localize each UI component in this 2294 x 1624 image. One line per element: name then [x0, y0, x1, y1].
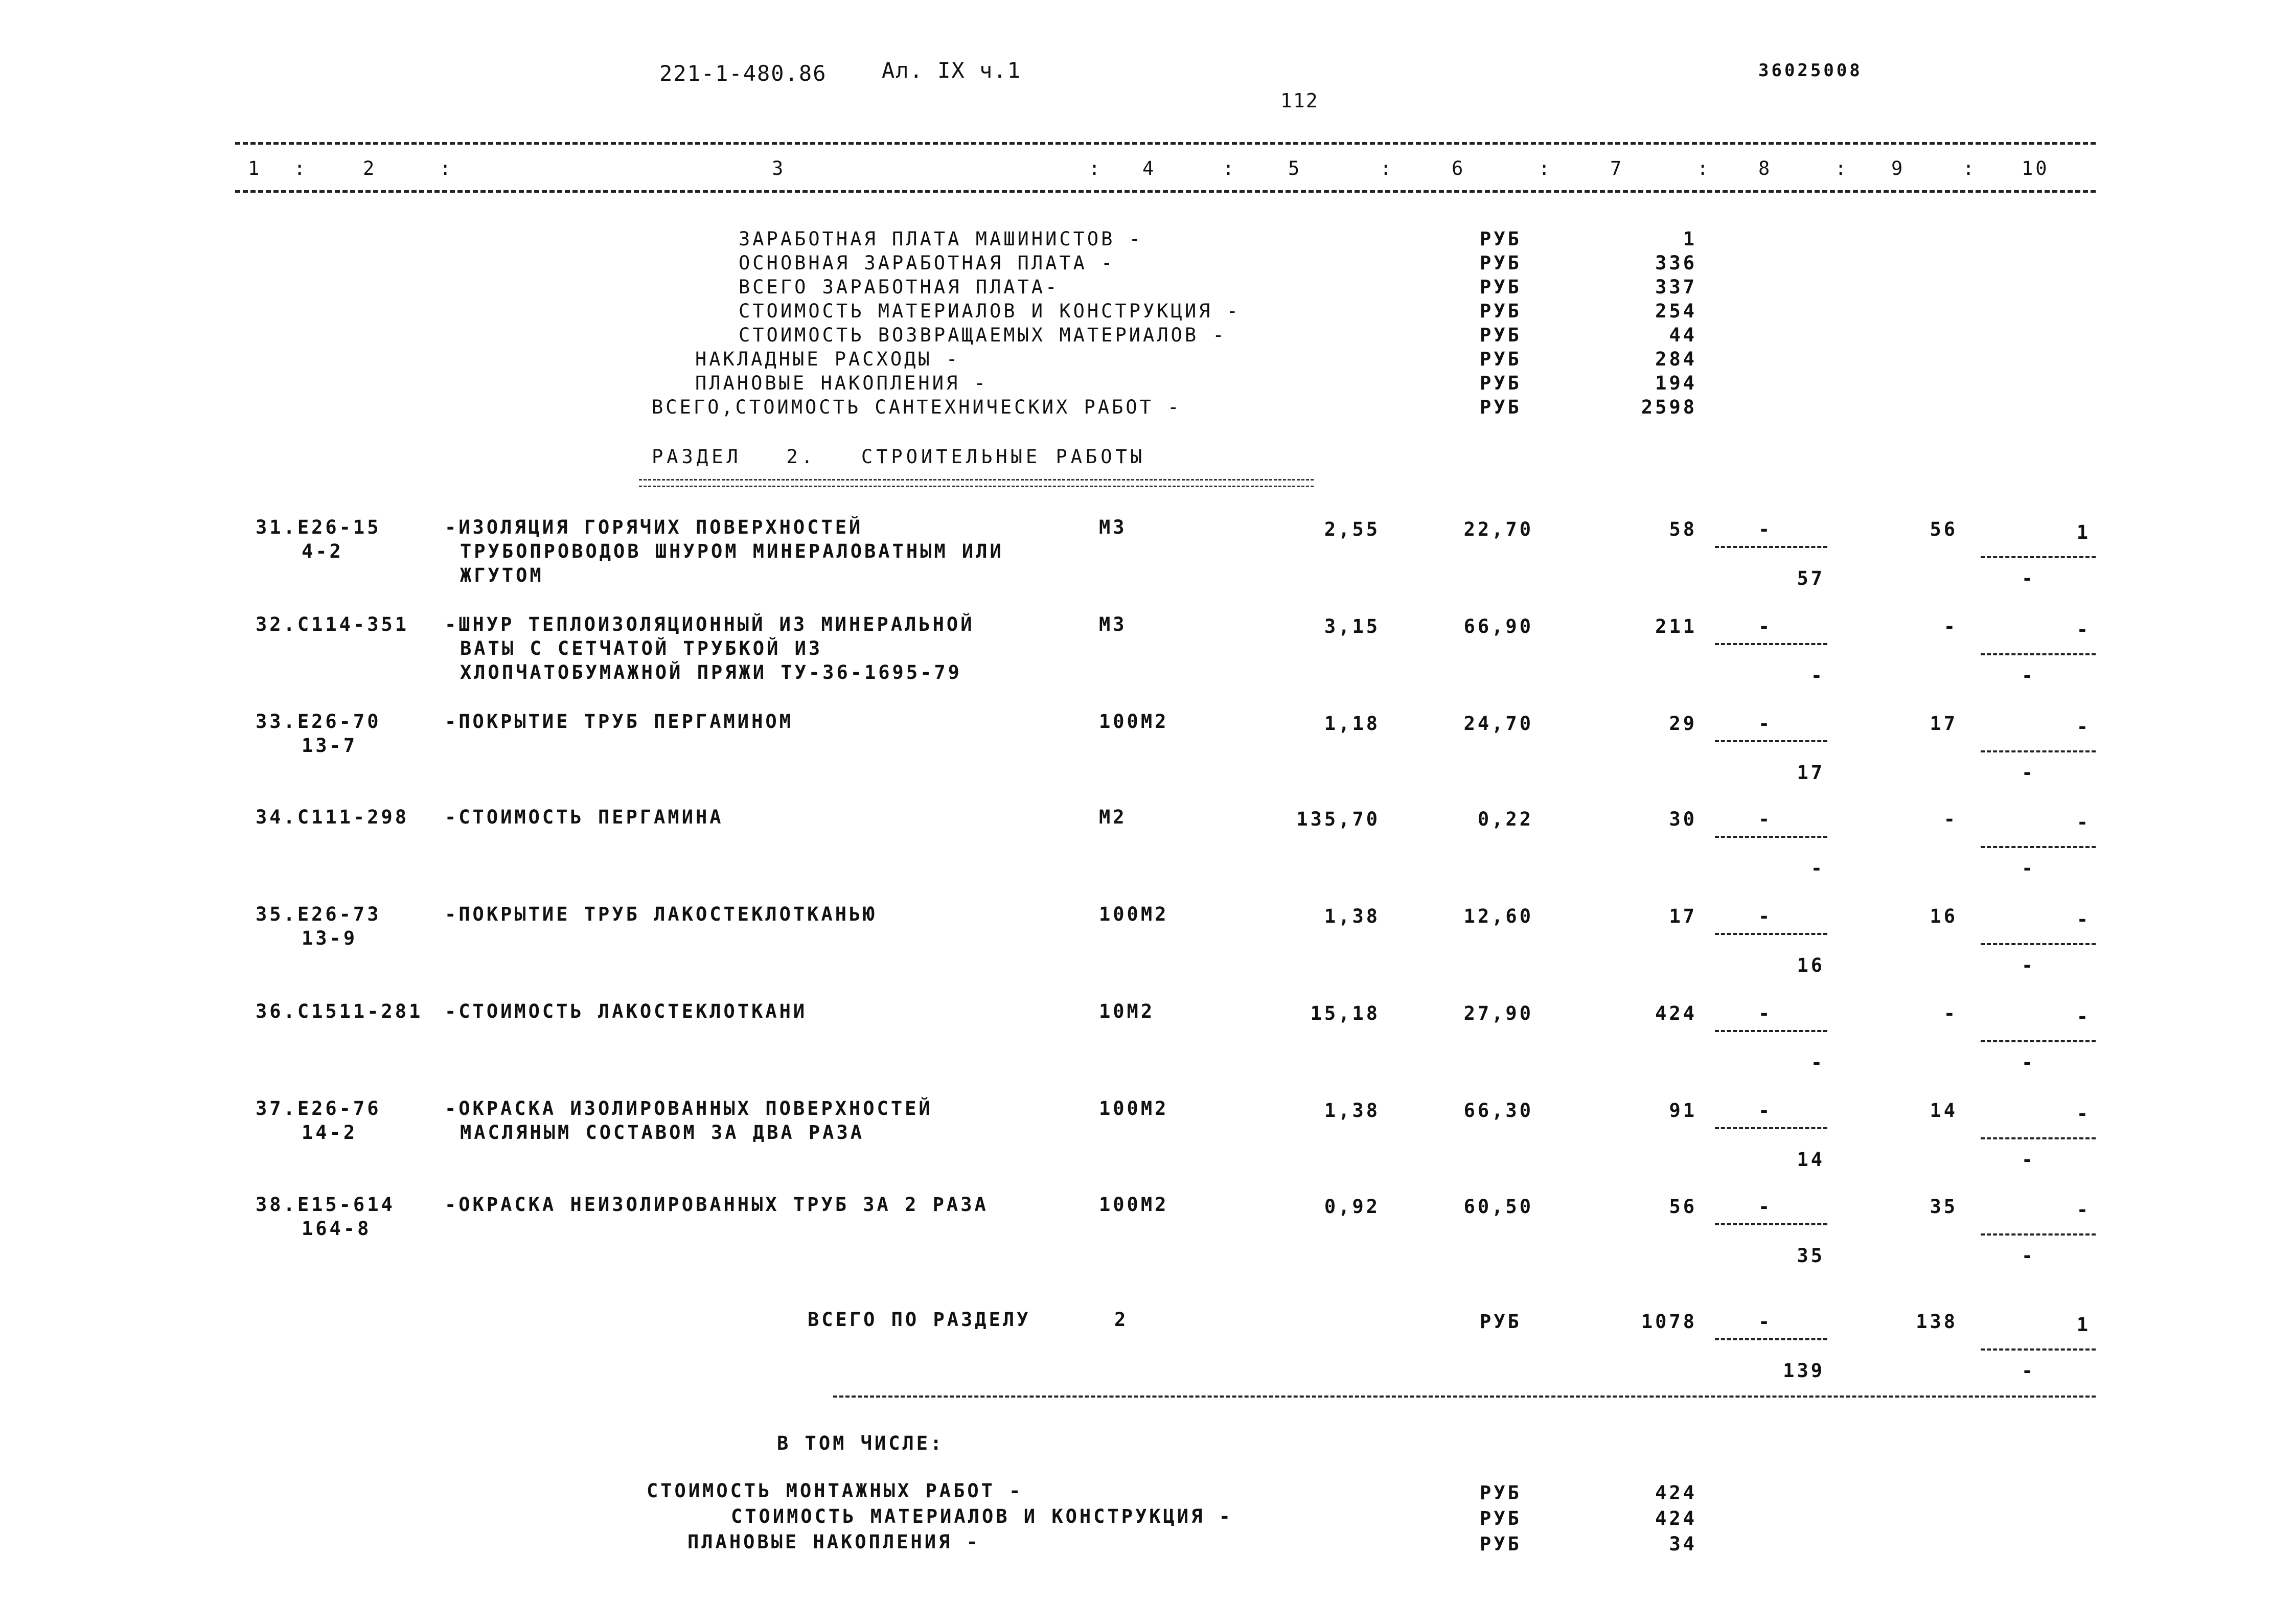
- col8-denominator: -: [1810, 857, 1825, 879]
- row-unit-price: 60,50: [1463, 1196, 1533, 1218]
- including-label-item: СТОИМОСТЬ МОНТАЖНЫХ РАБОТ -: [647, 1480, 1023, 1502]
- row-quantity: 0,92: [1324, 1196, 1380, 1218]
- row-unit-price: 27,90: [1463, 1002, 1533, 1024]
- col10-fraction-bar: [1981, 1137, 2096, 1139]
- summary-label: ЗАРАБОТНАЯ ПЛАТА МАШИНИСТОВ -: [739, 228, 1143, 250]
- col10-denominator: -: [2022, 857, 2036, 879]
- section-total-label: ВСЕГО ПО РАЗДЕЛУ: [808, 1309, 1031, 1331]
- col8-fraction-bar: [1715, 933, 1827, 935]
- col10-denominator: -: [2022, 954, 2036, 976]
- col10-denominator: -: [2022, 1360, 2036, 1382]
- row-description: -ОКРАСКА ИЗОЛИРОВАННЫХ ПОВЕРХНОСТЕЙ: [445, 1097, 933, 1119]
- col10-fraction-bar: [1981, 943, 2096, 945]
- row-description: ВАТЫ С СЕТЧАТОЙ ТРУБКОЙ ИЗ: [460, 637, 823, 659]
- col10-denominator: -: [2022, 1051, 2036, 1073]
- row-unit-price: 24,70: [1463, 713, 1533, 735]
- summary-value: 254: [1655, 300, 1697, 322]
- row-unit-price: 12,60: [1463, 905, 1533, 927]
- col10-numerator: -: [2076, 811, 2091, 833]
- row-subcode: 4-2: [302, 540, 343, 562]
- summary-label: ПЛАНОВЫЕ НАКОПЛЕНИЯ -: [695, 372, 988, 394]
- col10-numerator: -: [2076, 1103, 2091, 1125]
- including-value: 424: [1655, 1482, 1697, 1504]
- including-label: В ТОМ ЧИСЛЕ:: [777, 1432, 945, 1454]
- col9-value: -: [1943, 615, 1958, 637]
- row-unit-price: 22,70: [1463, 518, 1533, 540]
- column-separator: :: [294, 157, 308, 179]
- col8-numerator: -: [1758, 1311, 1773, 1333]
- col8-fraction-bar: [1715, 546, 1827, 548]
- column-number: 10: [2022, 157, 2050, 179]
- summary-label: НАКЛАДНЫЕ РАСХОДЫ -: [695, 348, 960, 370]
- col8-denominator: 16: [1797, 954, 1825, 976]
- col9-value: 56: [1930, 518, 1958, 540]
- col8-denominator: -: [1810, 1051, 1825, 1073]
- column-separator: :: [440, 157, 454, 179]
- col10-fraction-bar: [1981, 1233, 2096, 1236]
- row-code: 35.Е26-73: [256, 903, 381, 925]
- row-unit-price: 66,90: [1463, 615, 1533, 637]
- row-description: -ПОКРЫТИЕ ТРУБ ЛАКОСТЕКЛОТКАНЬЮ: [445, 903, 877, 925]
- column-separator: :: [1380, 157, 1394, 179]
- row-code: 31.Е26-15: [256, 516, 381, 538]
- column-separator: :: [1963, 157, 1977, 179]
- row-unit: М2: [1099, 806, 1127, 828]
- col8-fraction-bar: [1715, 740, 1827, 742]
- col8-numerator: -: [1758, 615, 1773, 637]
- section-title-underline: [639, 479, 1314, 487]
- row-unit: 100М2: [1099, 903, 1169, 925]
- row-total: 91: [1669, 1100, 1697, 1122]
- col9-value: 138: [1916, 1311, 1958, 1333]
- summary-value: 1: [1683, 228, 1697, 250]
- col8-denominator: 17: [1797, 762, 1825, 784]
- row-subcode: 13-9: [302, 927, 358, 949]
- col9-value: 17: [1930, 713, 1958, 735]
- including-value: 34: [1669, 1533, 1697, 1555]
- summary-value: 194: [1655, 372, 1697, 394]
- row-quantity: 1,18: [1324, 713, 1380, 735]
- col9-value: 16: [1930, 905, 1958, 927]
- col10-fraction-bar: [1981, 1040, 2096, 1042]
- col8-numerator: -: [1758, 905, 1773, 927]
- summary-unit: РУБ: [1480, 348, 1522, 370]
- row-subcode: 164-8: [302, 1218, 372, 1240]
- row-description: ЖГУТОМ: [460, 564, 544, 586]
- col8-numerator: -: [1758, 1100, 1773, 1122]
- column-separator: :: [1223, 157, 1237, 179]
- column-number: 2: [363, 157, 377, 179]
- column-number: 8: [1758, 157, 1773, 179]
- row-quantity: 1,38: [1324, 905, 1380, 927]
- col8-numerator: -: [1758, 713, 1773, 735]
- col8-denominator: -: [1810, 665, 1825, 687]
- row-unit-price: 66,30: [1463, 1100, 1533, 1122]
- col8-fraction-bar: [1715, 836, 1827, 838]
- including-unit: РУБ: [1480, 1507, 1522, 1529]
- column-number: 9: [1891, 157, 1906, 179]
- col10-fraction-bar: [1981, 846, 2096, 848]
- row-total: 56: [1669, 1196, 1697, 1218]
- row-unit: М3: [1099, 516, 1127, 538]
- row-code: 36.С1511-281: [256, 1000, 423, 1022]
- col9-value: -: [1943, 1002, 1958, 1024]
- summary-value: 337: [1655, 276, 1697, 298]
- row-unit: 100М2: [1099, 1097, 1169, 1119]
- page-number: 112: [1280, 89, 1319, 112]
- row-description: ТРУБОПРОВОДОВ ШНУРОМ МИНЕРАЛОВАТНЫМ ИЛИ: [460, 540, 1004, 562]
- column-number: 3: [772, 157, 786, 179]
- col8-denominator: 139: [1783, 1360, 1825, 1382]
- row-description: -ОКРАСКА НЕИЗОЛИРОВАННЫХ ТРУБ ЗА 2 РАЗА: [445, 1194, 989, 1216]
- col10-numerator: -: [2076, 1199, 2091, 1221]
- row-quantity: 2,55: [1324, 518, 1380, 540]
- section-total-unit: РУБ: [1480, 1311, 1522, 1333]
- col8-fraction-bar: [1715, 1223, 1827, 1225]
- col10-denominator: -: [2022, 1149, 2036, 1171]
- summary-unit: РУБ: [1480, 372, 1522, 394]
- row-unit: 100М2: [1099, 1194, 1169, 1216]
- summary-value: 44: [1669, 324, 1697, 346]
- col8-fraction-bar: [1715, 1127, 1827, 1129]
- row-code: 38.Е15-614: [256, 1194, 395, 1216]
- col10-numerator: 1: [2076, 1314, 2091, 1336]
- col8-numerator: -: [1758, 1196, 1773, 1218]
- summary-unit: РУБ: [1480, 228, 1522, 250]
- row-description: -СТОИМОСТЬ ПЕРГАМИНА: [445, 806, 724, 828]
- section-total-value: 1078: [1641, 1311, 1697, 1333]
- column-number: 6: [1452, 157, 1466, 179]
- summary-label: ВСЕГО ЗАРАБОТНАЯ ПЛАТА-: [739, 276, 1060, 298]
- col10-numerator: -: [2076, 1005, 2091, 1027]
- column-number: 1: [248, 157, 262, 179]
- row-code: 33.Е26-70: [256, 711, 381, 733]
- row-unit: 100М2: [1099, 711, 1169, 733]
- summary-unit: РУБ: [1480, 324, 1522, 346]
- row-description: МАСЛЯНЫМ СОСТАВОМ ЗА ДВА РАЗА: [460, 1122, 865, 1143]
- row-subcode: 14-2: [302, 1122, 358, 1143]
- section-title: РАЗДЕЛ 2. СТРОИТЕЛЬНЫЕ РАБОТЫ: [652, 446, 1146, 468]
- row-unit: 10М2: [1099, 1000, 1155, 1022]
- row-description: -ШНУР ТЕПЛОИЗОЛЯЦИОННЫЙ ИЗ МИНЕРАЛЬНОЙ: [445, 613, 975, 635]
- row-code: 37.Е26-76: [256, 1097, 381, 1119]
- summary-label: ОСНОВНАЯ ЗАРАБОТНАЯ ПЛАТА -: [739, 252, 1115, 274]
- col8-denominator: 14: [1797, 1149, 1825, 1171]
- col10-denominator: -: [2022, 665, 2036, 687]
- including-value: 424: [1655, 1507, 1697, 1529]
- column-number: 4: [1142, 157, 1157, 179]
- column-number: 5: [1288, 157, 1302, 179]
- row-quantity: 3,15: [1324, 615, 1380, 637]
- col8-numerator: -: [1758, 518, 1773, 540]
- row-total: 29: [1669, 713, 1697, 735]
- col8-denominator: 35: [1797, 1245, 1825, 1267]
- col8-fraction-bar: [1715, 1338, 1827, 1340]
- summary-label: СТОИМОСТЬ МАТЕРИАЛОВ И КОНСТРУКЦИЯ -: [739, 300, 1241, 322]
- row-quantity: 15,18: [1310, 1002, 1380, 1024]
- col10-numerator: -: [2076, 716, 2091, 738]
- doc-code: 221-1-480.86: [659, 61, 827, 86]
- summary-unit: РУБ: [1480, 300, 1522, 322]
- summary-unit: РУБ: [1480, 276, 1522, 298]
- col8-fraction-bar: [1715, 643, 1827, 645]
- id-number: 36025008: [1758, 60, 1863, 81]
- column-separator: :: [1089, 157, 1103, 179]
- header-top-rule: [235, 142, 2096, 145]
- column-separator: :: [1835, 157, 1849, 179]
- col9-value: -: [1943, 808, 1958, 830]
- summary-label: СТОИМОСТЬ ВОЗВРАЩАЕМЫХ МАТЕРИАЛОВ -: [739, 324, 1227, 346]
- row-total: 58: [1669, 518, 1697, 540]
- summary-value: 284: [1655, 348, 1697, 370]
- col8-numerator: -: [1758, 1002, 1773, 1024]
- including-label-item: СТОИМОСТЬ МАТЕРИАЛОВ И КОНСТРУКЦИЯ -: [731, 1505, 1233, 1527]
- col10-numerator: 1: [2076, 521, 2091, 543]
- row-total: 211: [1655, 615, 1697, 637]
- column-separator: :: [1697, 157, 1711, 179]
- header-bottom-rule: [235, 190, 2096, 193]
- col9-value: 35: [1930, 1196, 1958, 1218]
- row-quantity: 135,70: [1296, 808, 1380, 830]
- row-unit-price: 0,22: [1477, 808, 1533, 830]
- col10-numerator: -: [2076, 619, 2091, 641]
- row-total: 30: [1669, 808, 1697, 830]
- row-description: -СТОИМОСТЬ ЛАКОСТЕКЛОТКАНИ: [445, 1000, 808, 1022]
- column-number: 7: [1610, 157, 1624, 179]
- row-description: -ИЗОЛЯЦИЯ ГОРЯЧИХ ПОВЕРХНОСТЕЙ: [445, 516, 863, 538]
- section-total-number: 2: [1114, 1309, 1129, 1331]
- summary-unit: РУБ: [1480, 252, 1522, 274]
- row-description: -ПОКРЫТИЕ ТРУБ ПЕРГАМИНОМ: [445, 711, 793, 733]
- col10-numerator: -: [2076, 908, 2091, 930]
- col8-denominator: 57: [1797, 567, 1825, 589]
- col10-denominator: -: [2022, 1245, 2036, 1267]
- row-code: 34.С111-298: [256, 806, 409, 828]
- including-label-item: ПЛАНОВЫЕ НАКОПЛЕНИЯ -: [687, 1531, 980, 1553]
- col10-denominator: -: [2022, 762, 2036, 784]
- col10-fraction-bar: [1981, 556, 2096, 558]
- including-unit: РУБ: [1480, 1482, 1522, 1504]
- album-number: Ал. IX ч.1: [882, 58, 1021, 83]
- col9-value: 14: [1930, 1100, 1958, 1122]
- col8-fraction-bar: [1715, 1030, 1827, 1032]
- column-separator: :: [1539, 157, 1553, 179]
- summary-value: 2598: [1641, 396, 1697, 418]
- summary-value: 336: [1655, 252, 1697, 274]
- row-subcode: 13-7: [302, 735, 358, 757]
- col10-denominator: -: [2022, 567, 2036, 589]
- row-quantity: 1,38: [1324, 1100, 1380, 1122]
- col10-fraction-bar: [1981, 1348, 2096, 1351]
- row-total: 424: [1655, 1002, 1697, 1024]
- summary-unit: РУБ: [1480, 396, 1522, 418]
- row-unit: М3: [1099, 613, 1127, 635]
- row-code: 32.С114-351: [256, 613, 409, 635]
- col8-numerator: -: [1758, 808, 1773, 830]
- col10-fraction-bar: [1981, 750, 2096, 752]
- total-bottom-rule: [833, 1396, 2096, 1398]
- including-unit: РУБ: [1480, 1533, 1522, 1555]
- row-total: 17: [1669, 905, 1697, 927]
- col10-fraction-bar: [1981, 653, 2096, 655]
- summary-label: ВСЕГО,СТОИМОСТЬ САНТЕХНИЧЕСКИХ РАБОТ -: [652, 396, 1182, 418]
- row-description: ХЛОПЧАТОБУМАЖНОЙ ПРЯЖИ ТУ-36-1695-79: [460, 661, 962, 683]
